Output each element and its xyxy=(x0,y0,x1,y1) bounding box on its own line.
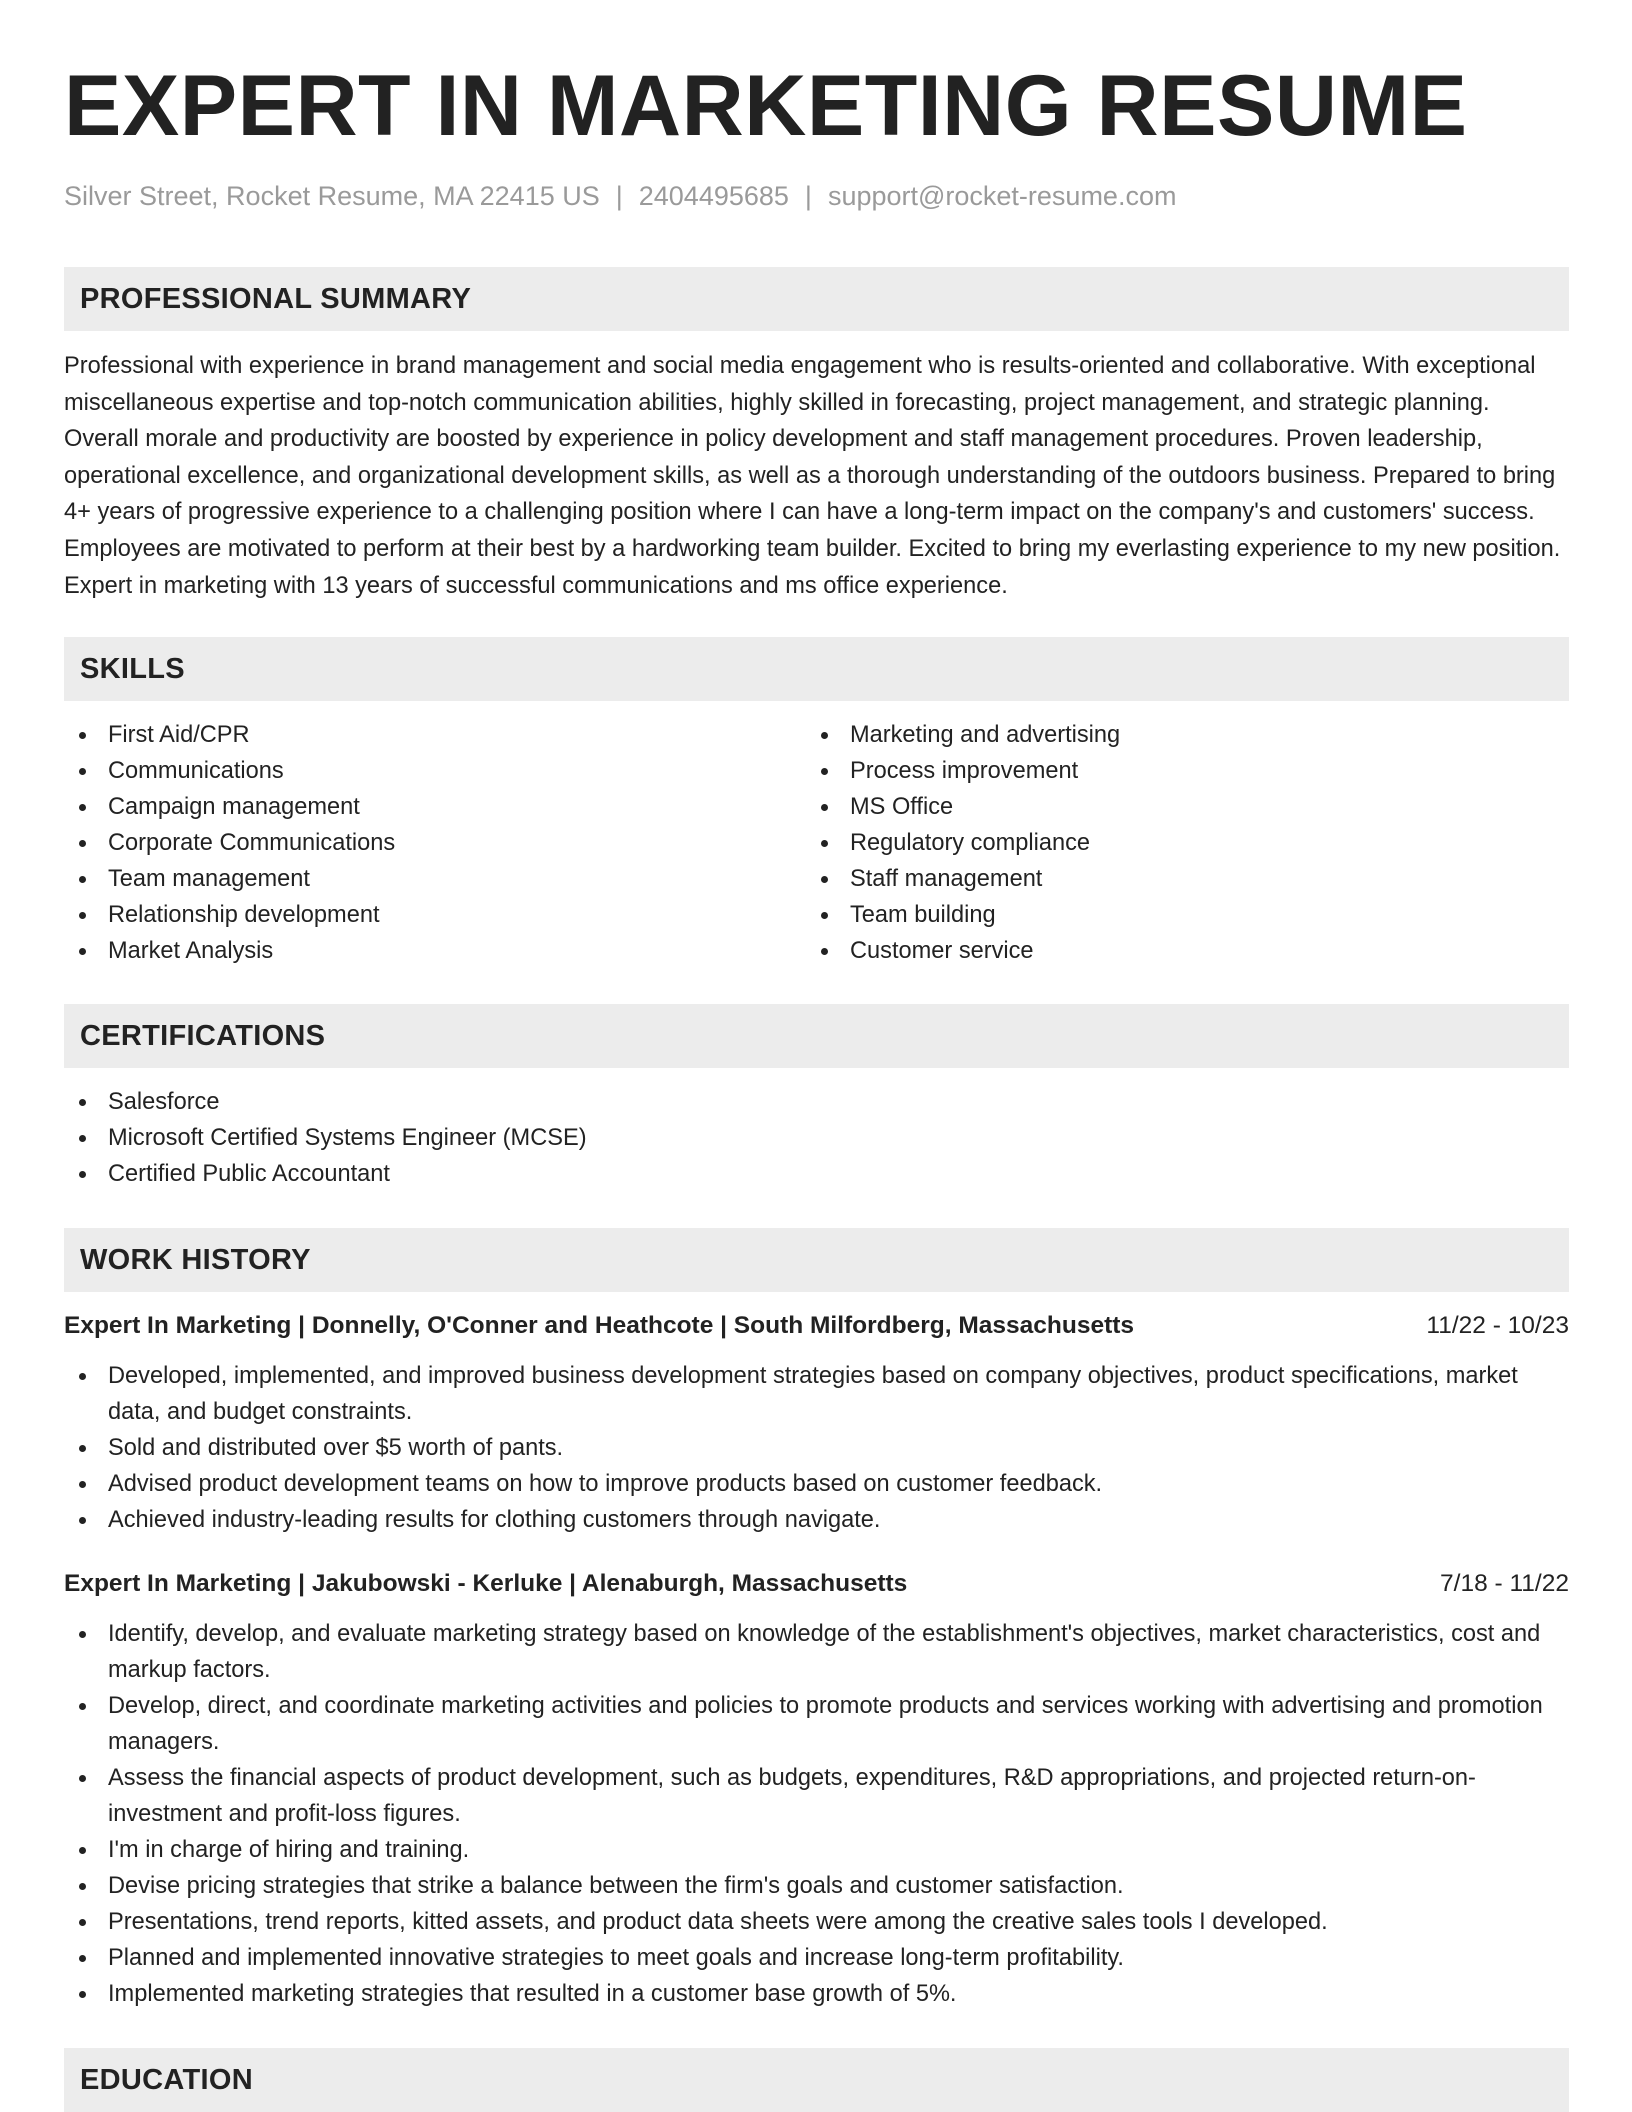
section-header-work-history: WORK HISTORY xyxy=(64,1228,1569,1292)
section-header-education: EDUCATION xyxy=(64,2048,1569,2112)
job-bullet: Achieved industry-leading results for clothing customers through navigate. xyxy=(64,1502,1569,1538)
skill-item: Market Analysis xyxy=(64,933,806,969)
contact-separator: | xyxy=(615,181,623,211)
job-bullet: Developed, implemented, and improved business development strategies based on company objectives, product specifications, market data, and budget constraints. xyxy=(64,1358,1569,1430)
contact-email: support@rocket-resume.com xyxy=(827,181,1177,211)
skill-item: Team management xyxy=(64,861,806,897)
skills-grid xyxy=(64,717,1569,969)
job-bullet: I'm in charge of hiring and training. xyxy=(64,1832,1569,1868)
skills-list-right xyxy=(806,717,1548,969)
job-bullet: Advised product development teams on how to improve products based on customer feedback. xyxy=(64,1466,1569,1502)
job-bullet: Presentations, trend reports, kitted assets, and product data sheets were among the creative sales tools I developed. xyxy=(64,1904,1569,1940)
section-header-skills: SKILLS xyxy=(64,637,1569,701)
job-bullet: Devise pricing strategies that strike a balance between the firm's goals and customer satisfaction. xyxy=(64,1868,1569,1904)
skill-item: MS Office xyxy=(806,789,1548,825)
job-bullet: Assess the financial aspects of product development, such as budgets, expenditures, R&D appropriations, and projected return-on-investment and profit-loss figures. xyxy=(64,1760,1569,1832)
skill-item: Process improvement xyxy=(806,753,1548,789)
section-header-summary: PROFESSIONAL SUMMARY xyxy=(64,267,1569,331)
contact-separator: | xyxy=(804,181,812,211)
skill-item: Relationship development xyxy=(64,897,806,933)
resume-title: EXPERT IN MARKETING RESUME xyxy=(64,58,1468,154)
job-bullets xyxy=(64,1358,1569,1538)
job-heading: Expert In Marketing | Jakubowski - Kerluke | Alenaburgh, Massachusetts xyxy=(64,1570,908,1598)
skill-item: Campaign management xyxy=(64,789,806,825)
job-bullet: Implemented marketing strategies that resulted in a customer base growth of 5%. xyxy=(64,1976,1569,2012)
skill-item: Communications xyxy=(64,753,806,789)
skill-item: Corporate Communications xyxy=(64,825,806,861)
job-dates: 7/18 - 11/22 xyxy=(1440,1570,1569,1598)
contact-phone: 2404495685 xyxy=(638,181,789,211)
certification-item: Certified Public Accountant xyxy=(64,1156,1569,1192)
job-heading-row xyxy=(64,1566,1569,1602)
job-bullet: Planned and implemented innovative strategies to meet goals and increase long-term profitability. xyxy=(64,1940,1569,1976)
skill-item: Staff management xyxy=(806,861,1548,897)
job-entry xyxy=(64,1308,1569,1538)
skill-item: Regulatory compliance xyxy=(806,825,1548,861)
skills-list-left xyxy=(64,717,806,969)
job-bullet: Sold and distributed over $5 worth of pants. xyxy=(64,1430,1569,1466)
job-bullet: Develop, direct, and coordinate marketing activities and policies to promote products and services working with advertising and promotion managers. xyxy=(64,1688,1569,1760)
contact-address: Silver Street, Rocket Resume, MA 22415 US xyxy=(64,181,600,211)
job-dates: 11/22 - 10/23 xyxy=(1426,1312,1569,1340)
job-bullets xyxy=(64,1616,1569,2012)
skill-item: First Aid/CPR xyxy=(64,717,806,753)
job-entry xyxy=(64,1566,1569,2012)
skill-item: Marketing and advertising xyxy=(806,717,1548,753)
skill-item: Customer service xyxy=(806,933,1548,969)
skill-item: Team building xyxy=(806,897,1548,933)
certifications-list xyxy=(64,1084,1569,1192)
summary-text: Professional with experience in brand management and social media engagement who is results-oriented and collaborative. With exceptional miscellaneous expertise and top-notch communication abilities, highly skilled in forecasting, project management, and strategic planning. Overall morale and productivity are boosted by experience in policy development and staff management procedures. Proven leadership, operational excellence, and organizational development skills, as well as a thorough understanding of the outdoors business. Prepared to bring 4+ years of progressive experience to a challenging position where I can have a long-term impact on the company's and customers' success. Employees are motivated to perform at their best by a hardworking team builder. Excited to bring my everlasting experience to my new position. Expert in marketing with 13 years of successful communications and ms office experience. xyxy=(64,353,1561,599)
job-heading-row xyxy=(64,1308,1569,1344)
certification-item: Microsoft Certified Systems Engineer (MCSE) xyxy=(64,1120,1569,1156)
section-header-certifications: CERTIFICATIONS xyxy=(64,1004,1569,1068)
certification-item: Salesforce xyxy=(64,1084,1569,1120)
job-bullet: Identify, develop, and evaluate marketing strategy based on knowledge of the establishment's objectives, market characteristics, cost and markup factors. xyxy=(64,1616,1569,1688)
resume-page xyxy=(64,0,1569,2112)
contact-line xyxy=(64,178,1569,214)
job-heading: Expert In Marketing | Donnelly, O'Conner and Heathcote | South Milfordberg, Massachusetts xyxy=(64,1312,1135,1340)
